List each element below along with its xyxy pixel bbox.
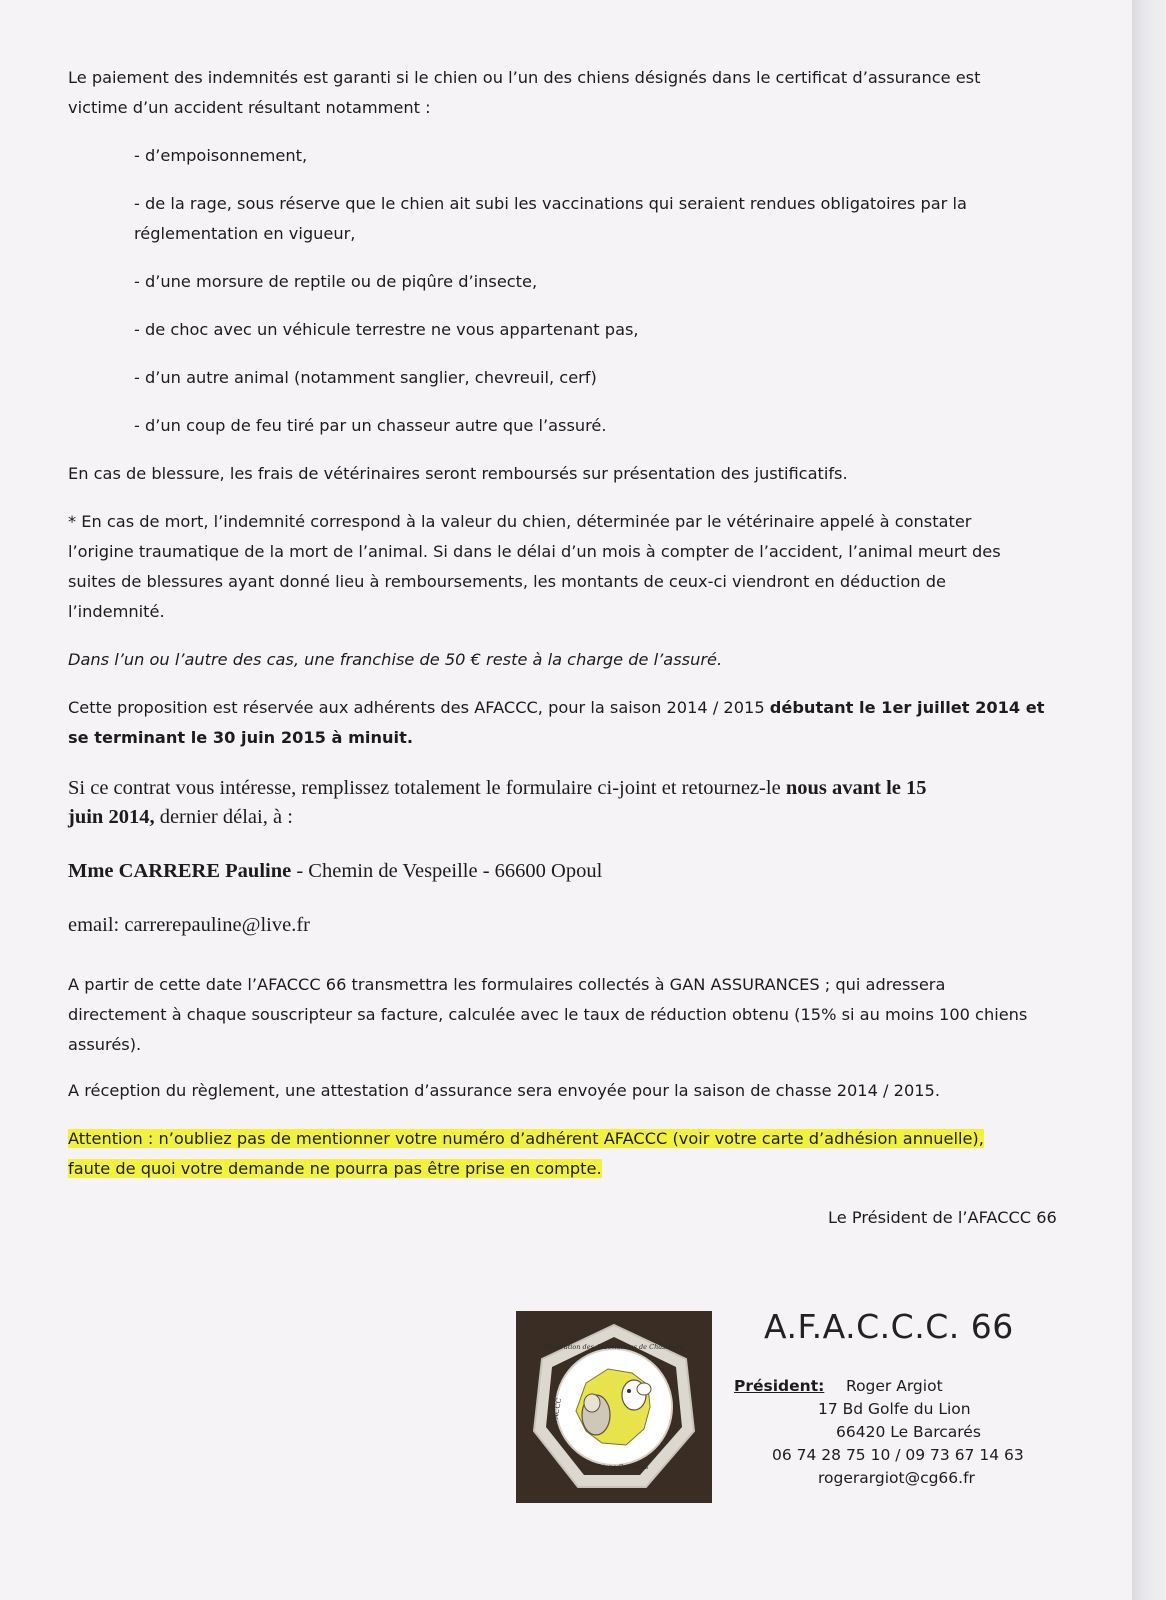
recipient-email: email: carrerepauline@live.fr <box>68 914 310 936</box>
proposition-dates: débutant le 1er juillet 2014 et <box>769 698 1045 717</box>
contrat-text-end: dernier délai, à : <box>154 806 293 828</box>
president-street: 17 Bd Golfe du Lion <box>818 1400 971 1418</box>
president-email: rogerargiot@cg66.fr <box>818 1469 975 1487</box>
transmission-line-1: A partir de cette date l’AFACCC 66 transmettra les formulaires collectés à GAN ASSURANCES ; qui adressera <box>68 975 946 994</box>
recipient-address: - Chemin de Vespeille - 66600 Opoul <box>291 860 603 882</box>
president-label: Président: <box>734 1377 825 1395</box>
contrat-text: Si ce contrat vous intéresse, remplissez totalement le formulaire ci-joint et retournez-le <box>68 777 786 799</box>
proposition-line-2: se terminant le 30 juin 2015 à minuit. <box>68 728 413 747</box>
reception-paragraph: A réception du règlement, une attestation d’assurance sera envoyée pour la saison de chasse 2014 / 2015. <box>68 1081 940 1100</box>
list-item: - de la rage, sous réserve que le chien ait subi les vaccinations qui seraient rendues obligatoires par la <box>134 194 967 213</box>
list-item: - de choc avec un véhicule terrestre ne vous appartenant pas, <box>134 320 639 339</box>
attention-highlight: Attention : n’oubliez pas de mentionner votre numéro d’adhérent AFACCC (voir votre carte d’adhésion annuelle), <box>68 1129 984 1148</box>
list-item: - d’empoisonnement, <box>134 146 308 165</box>
org-title: A.F.A.C.C.C. 66 <box>764 1307 1014 1346</box>
afaccc-logo <box>516 1311 712 1503</box>
transmission-line-3: assurés). <box>68 1035 142 1054</box>
intro-line-1: Le paiement des indemnités est garanti si le chien ou l’un des chiens désignés dans le certificat d’assurance est <box>68 68 981 87</box>
president-phones: 06 74 28 75 10 / 09 73 67 14 63 <box>772 1446 1024 1464</box>
logo-ring-text-left: FACCC <box>550 1397 564 1424</box>
franchise-note: Dans l’un ou l’autre des cas, une franchise de 50 € reste à la charge de l’assuré. <box>68 650 723 669</box>
list-item-continuation: réglementation en vigueur, <box>134 224 356 243</box>
list-item: - d’une morsure de reptile ou de piqûre d’insecte, <box>134 272 538 291</box>
intro-line-2: victime d’un accident résultant notamment : <box>68 98 431 117</box>
contrat-deadline-date: juin 2014, <box>68 806 155 828</box>
page-edge-shadow <box>1132 0 1166 1600</box>
logo-emblem-icon <box>516 1311 712 1503</box>
mort-line-4: l’indemnité. <box>68 602 165 621</box>
blessure-paragraph: En cas de blessure, les frais de vétérinaires seront remboursés sur présentation des justificatifs. <box>68 464 848 483</box>
mort-line-2: l’origine traumatique de la mort de l’animal. Si dans le délai d’un mois à compter de l’accident, l’animal meurt des <box>68 542 1001 561</box>
contrat-deadline: nous avant le 15 <box>785 777 927 799</box>
mort-line-3: suites de blessures ayant donné lieu à remboursements, les montants de ceux-ci viendront en déduction de <box>68 572 946 591</box>
transmission-line-2: directement à chaque souscripteur sa facture, calculée avec le taux de réduction obtenu (15% si au moins 100 chiens <box>68 1005 1028 1024</box>
attention-line-1 <box>68 1124 984 1154</box>
attention-highlight: faute de quoi votre demande ne pourra pas être prise en compte. <box>68 1159 602 1178</box>
president-name: Roger Argiot <box>846 1377 943 1395</box>
address-line <box>68 856 602 886</box>
mort-line-1: * En cas de mort, l’indemnité correspond à la valeur du chien, déterminée par le vétérinaire appelé à constater <box>68 512 972 531</box>
proposition-line-1 <box>68 693 1045 723</box>
president-city: 66420 Le Barcarés <box>836 1423 981 1441</box>
contrat-line-1 <box>68 773 927 803</box>
list-item: - d’un autre animal (notamment sanglier, chevreuil, cerf) <box>134 368 597 387</box>
president-signature-line: Le Président de l’AFACCC 66 <box>828 1208 1057 1227</box>
recipient-name: Mme CARRERE Pauline <box>68 860 292 882</box>
logo-ring-text-top: Fédération des Associations de Chasseurs <box>544 1343 684 1351</box>
logo-ring-text-bottom: aux Chiens Courants <box>579 1463 649 1471</box>
proposition-text: Cette proposition est réservée aux adhérents des AFACCC, pour la saison 2014 / 2015 <box>68 698 770 717</box>
list-item: - d’un coup de feu tiré par un chasseur autre que l’assuré. <box>134 416 607 435</box>
attention-line-2 <box>68 1154 602 1184</box>
contrat-line-2 <box>68 802 293 832</box>
